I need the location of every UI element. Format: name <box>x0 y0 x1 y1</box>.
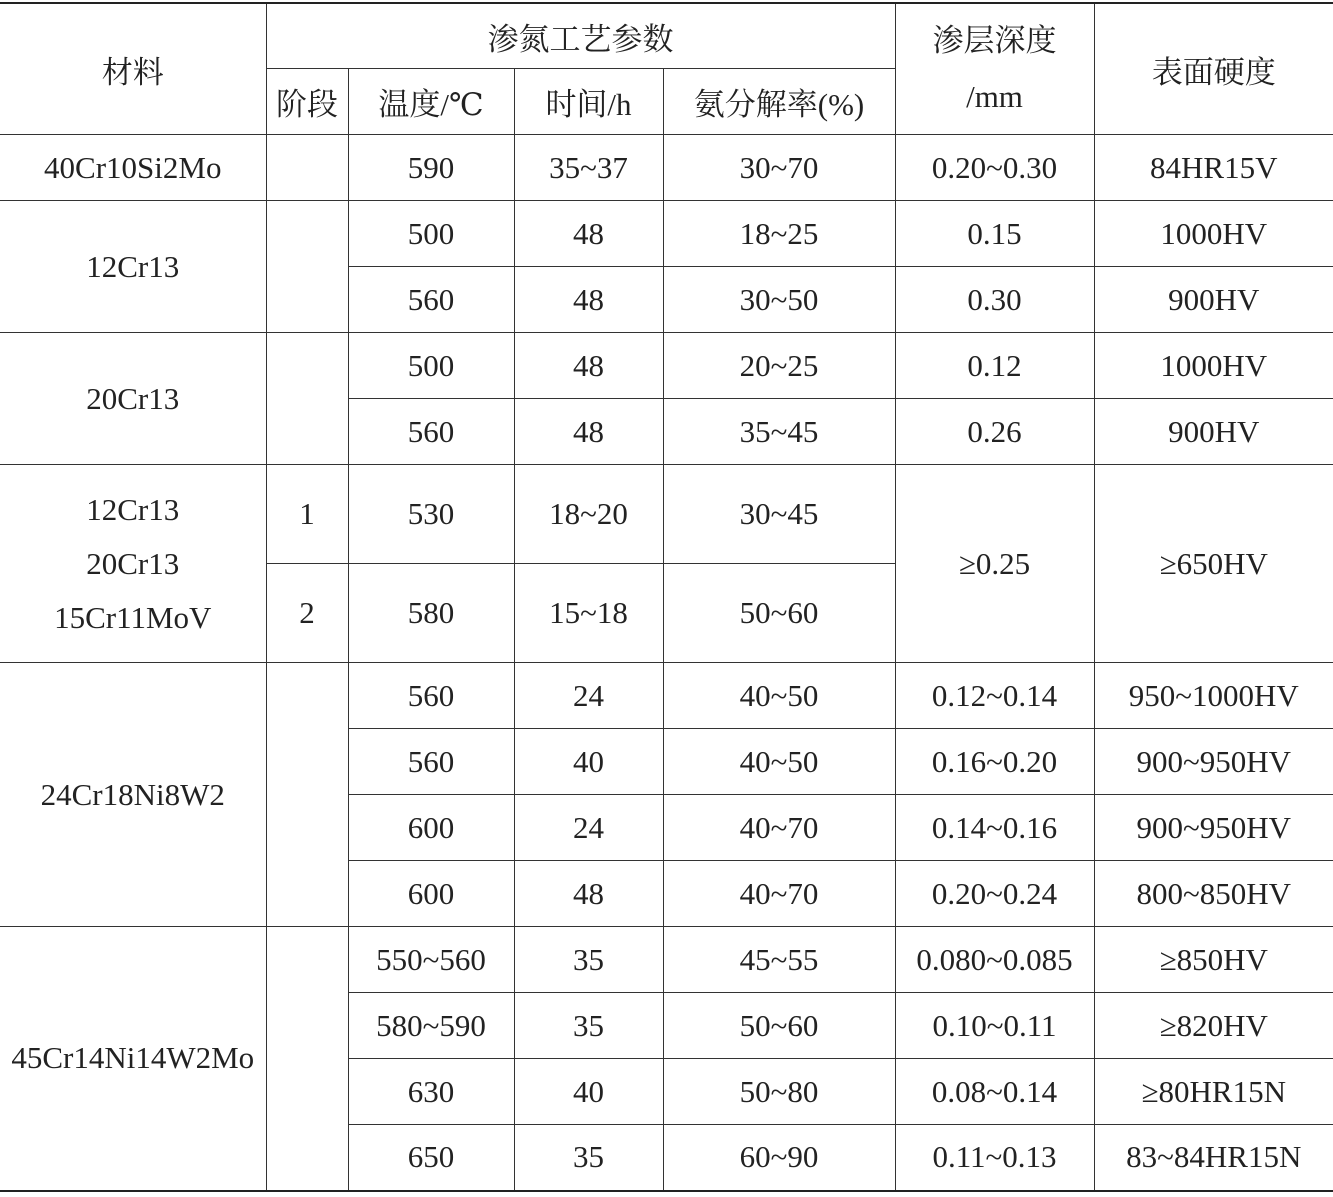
depth-cell: 0.08~0.14 <box>895 1059 1094 1125</box>
material-cell: 20Cr13 <box>0 333 266 465</box>
time-cell: 35 <box>514 927 663 993</box>
hardness-cell: ≥80HR15N <box>1094 1059 1333 1125</box>
material-line: 20Cr13 <box>86 545 180 581</box>
ammonia-cell: 40~70 <box>663 795 895 861</box>
table-row <box>0 333 1333 399</box>
hardness-cell: 950~1000HV <box>1094 663 1333 729</box>
time-cell: 40 <box>514 729 663 795</box>
ammonia-cell: 40~50 <box>663 729 895 795</box>
depth-cell: 0.20~0.30 <box>895 135 1094 201</box>
stage-cell: 2 <box>266 564 348 663</box>
material-line: 12Cr13 <box>86 491 180 527</box>
table-row <box>0 663 1333 729</box>
hardness-cell: 1000HV <box>1094 333 1333 399</box>
stage-cell <box>266 663 348 927</box>
material-cell: 45Cr14Ni14W2Mo <box>0 927 266 1191</box>
temp-cell: 560 <box>348 399 514 465</box>
time-cell: 48 <box>514 399 663 465</box>
ammonia-cell: 60~90 <box>663 1125 895 1191</box>
depth-cell: 0.26 <box>895 399 1094 465</box>
ammonia-cell: 40~50 <box>663 663 895 729</box>
ammonia-cell: 50~80 <box>663 1059 895 1125</box>
time-cell: 35 <box>514 1125 663 1191</box>
depth-cell: 0.11~0.13 <box>895 1125 1094 1191</box>
table-row <box>0 465 1333 564</box>
time-cell: 48 <box>514 201 663 267</box>
hardness-cell: ≥650HV <box>1094 465 1333 663</box>
header-depth-line2: /mm <box>966 79 1023 114</box>
header-ammonia: 氨分解率(%) <box>663 69 895 135</box>
table-row <box>0 201 1333 267</box>
temp-cell: 560 <box>348 729 514 795</box>
material-cell: 12Cr13 <box>0 201 266 333</box>
hardness-cell: 900HV <box>1094 399 1333 465</box>
time-cell: 18~20 <box>514 465 663 564</box>
material-cell: 40Cr10Si2Mo <box>0 135 266 201</box>
depth-cell: 0.20~0.24 <box>895 861 1094 927</box>
hardness-cell: 84HR15V <box>1094 135 1333 201</box>
time-cell: 48 <box>514 861 663 927</box>
time-cell: 24 <box>514 795 663 861</box>
header-material: 材料 <box>0 3 266 135</box>
time-cell: 15~18 <box>514 564 663 663</box>
temp-cell: 600 <box>348 861 514 927</box>
ammonia-cell: 50~60 <box>663 993 895 1059</box>
hardness-cell: 900~950HV <box>1094 795 1333 861</box>
ammonia-cell: 35~45 <box>663 399 895 465</box>
ammonia-cell: 50~60 <box>663 564 895 663</box>
hardness-cell: 1000HV <box>1094 201 1333 267</box>
ammonia-cell: 30~50 <box>663 267 895 333</box>
time-cell: 35~37 <box>514 135 663 201</box>
stage-cell <box>266 201 348 333</box>
header-stage: 阶段 <box>266 69 348 135</box>
time-cell: 40 <box>514 1059 663 1125</box>
material-cell <box>0 465 266 663</box>
depth-cell: 0.080~0.085 <box>895 927 1094 993</box>
stage-cell <box>266 135 348 201</box>
table-row <box>0 135 1333 201</box>
temp-cell: 500 <box>348 333 514 399</box>
depth-cell: 0.30 <box>895 267 1094 333</box>
hardness-cell: ≥820HV <box>1094 993 1333 1059</box>
time-cell: 35 <box>514 993 663 1059</box>
stage-cell: 1 <box>266 465 348 564</box>
hardness-cell: 83~84HR15N <box>1094 1125 1333 1191</box>
time-cell: 48 <box>514 267 663 333</box>
header-depth <box>895 3 1094 135</box>
stage-cell <box>266 333 348 465</box>
temp-cell: 530 <box>348 465 514 564</box>
header-process-params: 渗氮工艺参数 <box>266 3 895 69</box>
hardness-cell: 800~850HV <box>1094 861 1333 927</box>
depth-cell: ≥0.25 <box>895 465 1094 663</box>
depth-cell: 0.12~0.14 <box>895 663 1094 729</box>
temp-cell: 630 <box>348 1059 514 1125</box>
ammonia-cell: 20~25 <box>663 333 895 399</box>
hardness-cell: 900~950HV <box>1094 729 1333 795</box>
depth-cell: 0.16~0.20 <box>895 729 1094 795</box>
depth-cell: 0.15 <box>895 201 1094 267</box>
table-row <box>0 927 1333 993</box>
depth-cell: 0.12 <box>895 333 1094 399</box>
temp-cell: 600 <box>348 795 514 861</box>
temp-cell: 650 <box>348 1125 514 1191</box>
depth-cell: 0.10~0.11 <box>895 993 1094 1059</box>
temp-cell: 580~590 <box>348 993 514 1059</box>
temp-cell: 550~560 <box>348 927 514 993</box>
header-temperature: 温度/℃ <box>348 69 514 135</box>
header-time: 时间/h <box>514 69 663 135</box>
ammonia-cell: 30~45 <box>663 465 895 564</box>
temp-cell: 560 <box>348 663 514 729</box>
ammonia-cell: 30~70 <box>663 135 895 201</box>
time-cell: 48 <box>514 333 663 399</box>
material-cell: 24Cr18Ni8W2 <box>0 663 266 927</box>
ammonia-cell: 45~55 <box>663 927 895 993</box>
temp-cell: 590 <box>348 135 514 201</box>
ammonia-cell: 40~70 <box>663 861 895 927</box>
header-hardness: 表面硬度 <box>1094 3 1333 135</box>
nitriding-process-table <box>0 2 1333 1192</box>
material-line: 15Cr11MoV <box>54 599 212 635</box>
hardness-cell: ≥850HV <box>1094 927 1333 993</box>
hardness-cell: 900HV <box>1094 267 1333 333</box>
temp-cell: 560 <box>348 267 514 333</box>
ammonia-cell: 18~25 <box>663 201 895 267</box>
temp-cell: 580 <box>348 564 514 663</box>
stage-cell <box>266 927 348 1191</box>
temp-cell: 500 <box>348 201 514 267</box>
header-depth-line1: 渗层深度 <box>932 23 1057 58</box>
depth-cell: 0.14~0.16 <box>895 795 1094 861</box>
time-cell: 24 <box>514 663 663 729</box>
